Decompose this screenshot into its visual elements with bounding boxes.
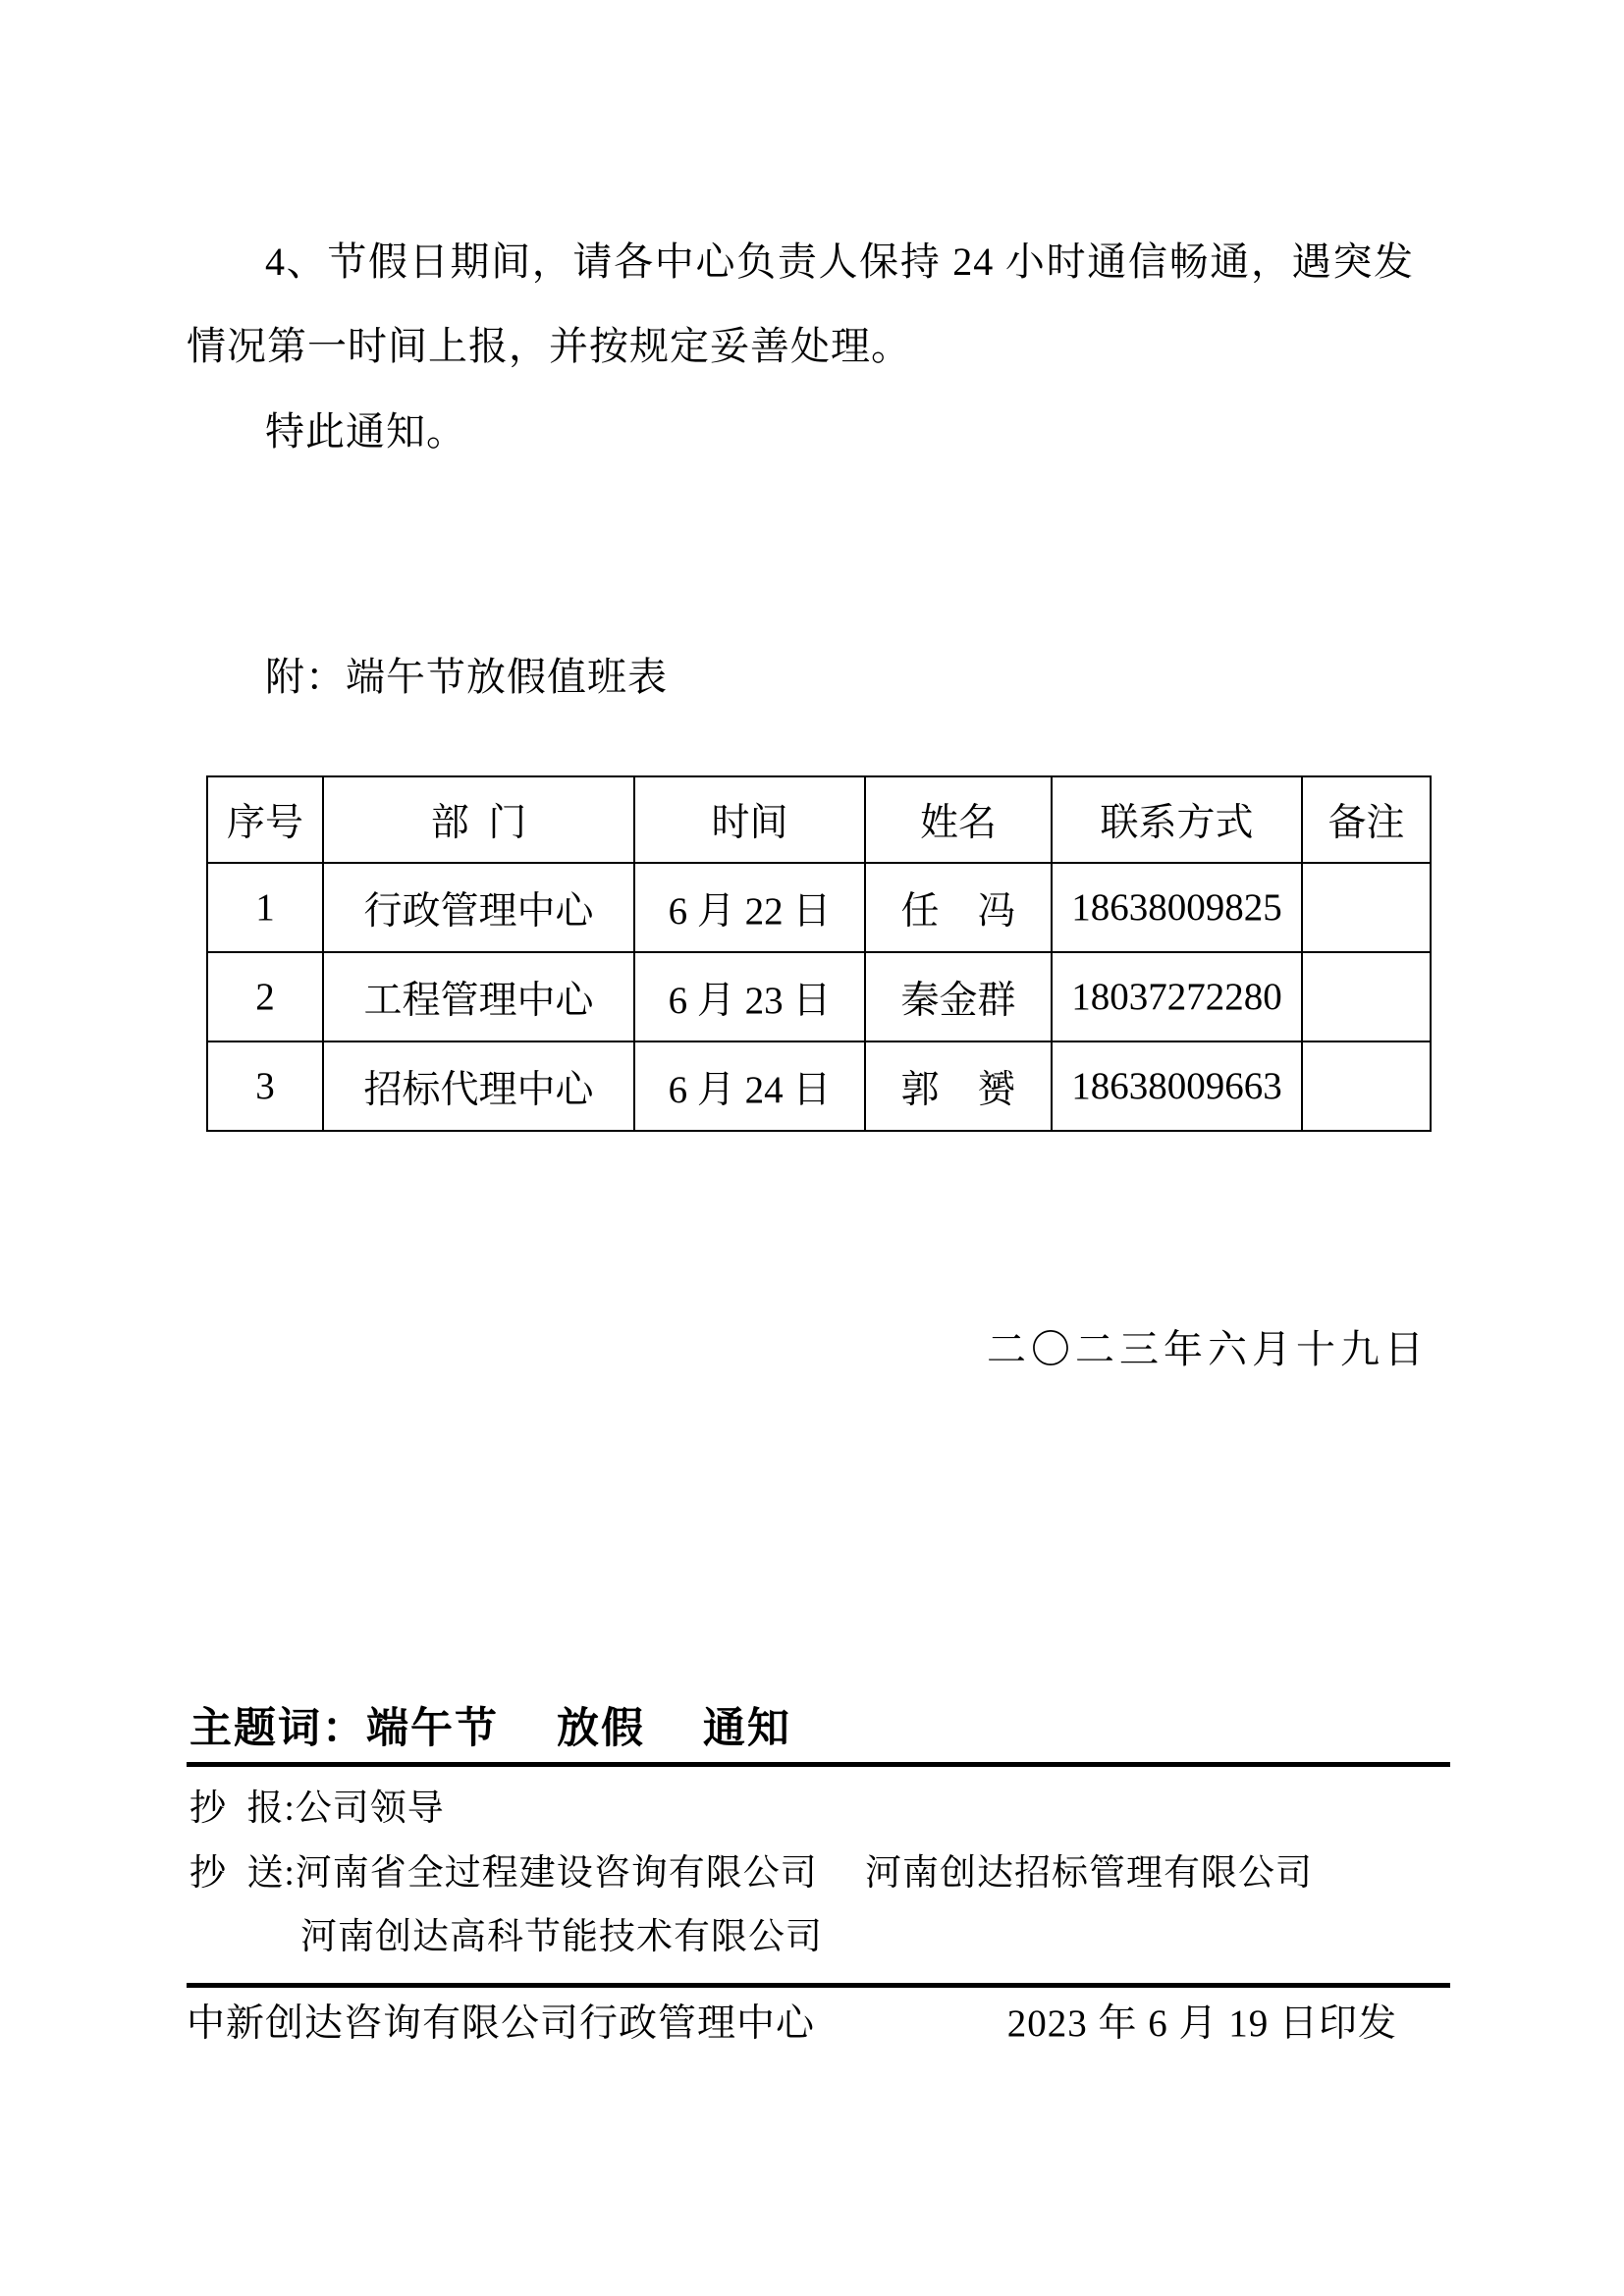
- issuing-office: 中新创达咨询有限公司行政管理中心: [187, 2002, 816, 2045]
- table-row: [207, 952, 1431, 1041]
- cell-department: 工程管理中心: [323, 952, 634, 1041]
- cell-contact: 18638009663: [1052, 1041, 1302, 1131]
- notice-close-line: 特此通知。: [265, 409, 466, 454]
- header-cell-name: 姓名: [865, 776, 1052, 863]
- cc-report-line: 抄 报:公司领导: [189, 1789, 445, 1829]
- header-cell-index: 序号: [207, 776, 323, 863]
- print-date: 2023 年 6 月 19 日印发: [1006, 2002, 1397, 2045]
- divider-rule-bottom: [187, 1983, 1450, 1988]
- cell-department: 招标代理中心: [323, 1041, 634, 1131]
- divider-rule-top: [187, 1762, 1450, 1767]
- cell-contact: 18037272280: [1052, 952, 1302, 1041]
- cell-remark: [1302, 952, 1431, 1041]
- cell-contact: 18638009825: [1052, 863, 1302, 952]
- cell-index: 3: [207, 1041, 323, 1131]
- header-cell-contact: 联系方式: [1052, 776, 1302, 863]
- cell-name: 任 冯: [865, 863, 1052, 952]
- cell-remark: [1302, 1041, 1431, 1131]
- cell-time: 6 月 23 日: [634, 952, 865, 1041]
- imprint-row: [187, 1993, 1429, 2048]
- paragraph-item-4: 4、节假日期间，请各中心负责人保持 24 小时通信畅通，遇突发情况第一时间上报，并按规定妥善处理。: [187, 240, 1414, 368]
- header-cell-time: 时间: [634, 776, 865, 863]
- cell-department: 行政管理中心: [323, 863, 634, 952]
- header-cell-remark: 备注: [1302, 776, 1431, 863]
- table-row: [207, 1041, 1431, 1131]
- cell-index: 2: [207, 952, 323, 1041]
- attachment-label: 附：端午节放假值班表: [265, 655, 668, 699]
- subject-keywords: 主题词：端午节 放假 通知: [189, 1705, 791, 1752]
- cell-name: 秦金群: [865, 952, 1052, 1041]
- cell-index: 1: [207, 863, 323, 952]
- duty-schedule-table: [206, 775, 1432, 1132]
- cell-name: 郭 赟: [865, 1041, 1052, 1131]
- cc-send-line: 抄 送:河南省全过程建设咨询有限公司 河南创达招标管理有限公司: [189, 1853, 1314, 1894]
- header-cell-department: 部 门: [323, 776, 634, 863]
- cc-send-line-2: 河南创达高科节能技术有限公司: [300, 1917, 823, 1957]
- cell-time: 6 月 22 日: [634, 863, 865, 952]
- table-row: [207, 863, 1431, 952]
- table-header-row: [207, 776, 1431, 863]
- cell-time: 6 月 24 日: [634, 1041, 865, 1131]
- cell-remark: [1302, 863, 1431, 952]
- document-date: 二〇二三年六月十九日: [987, 1327, 1429, 1371]
